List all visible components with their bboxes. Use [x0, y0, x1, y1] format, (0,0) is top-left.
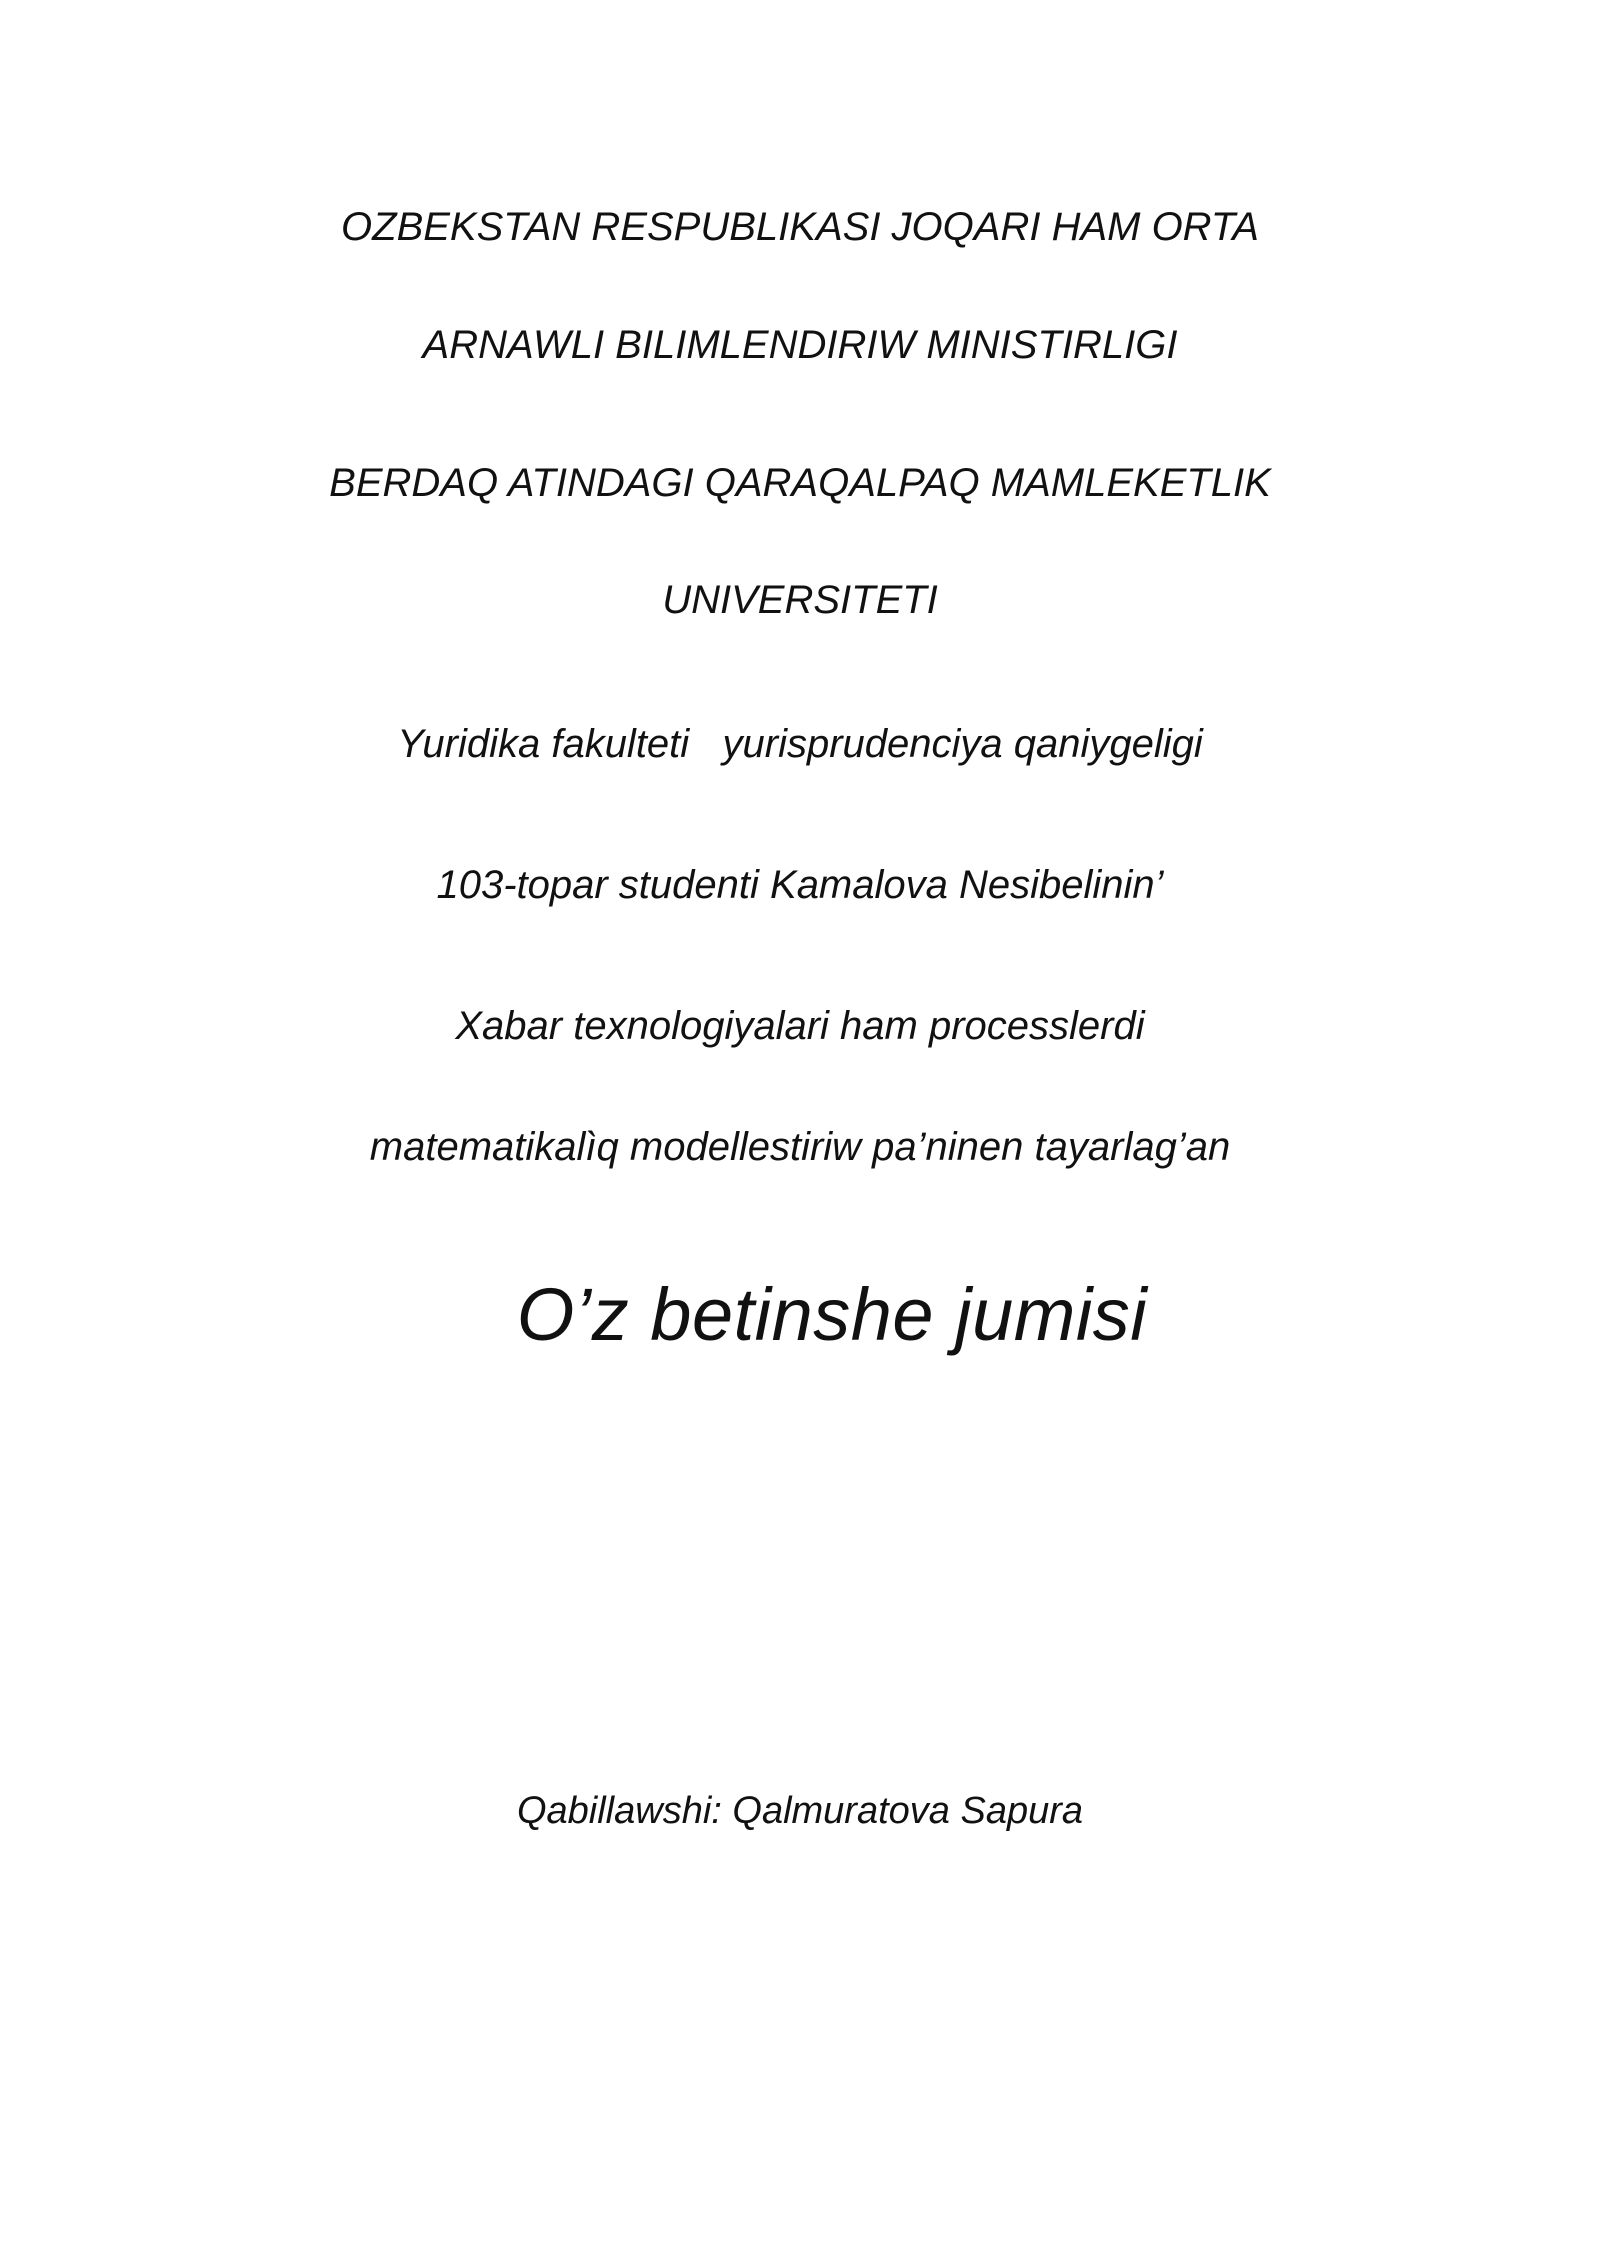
subject-line-1: Xabar texnologiyalari ham processlerdi [455, 1004, 1145, 1048]
university-line-2: UNIVERSITETI [662, 578, 938, 622]
faculty-line: Yuridika fakulteti yurisprudenciya qaniygeligi [397, 722, 1203, 766]
ministry-line-2: ARNAWLI BILIMLENDIRIW MINISTIRLIGI [422, 323, 1178, 367]
subject-line-2: matematikalìq modellestiriw pa’ninen tayarlag’an [369, 1125, 1231, 1169]
reviewer-line: Qabillawshi: Qalmuratova Sapura [516, 1790, 1084, 1832]
ministry-line-1: OZBEKSTAN RESPUBLIKASI JOQARI HAM ORTA [341, 205, 1259, 249]
university-line-1: BERDAQ ATINDAGI QARAQALPAQ MAMLEKETLIK [329, 461, 1271, 505]
student-line: 103-topar studenti Kamalova Nesibelinin’ [436, 863, 1164, 907]
document-title: O’z betinshe jumisi [516, 1273, 1148, 1356]
